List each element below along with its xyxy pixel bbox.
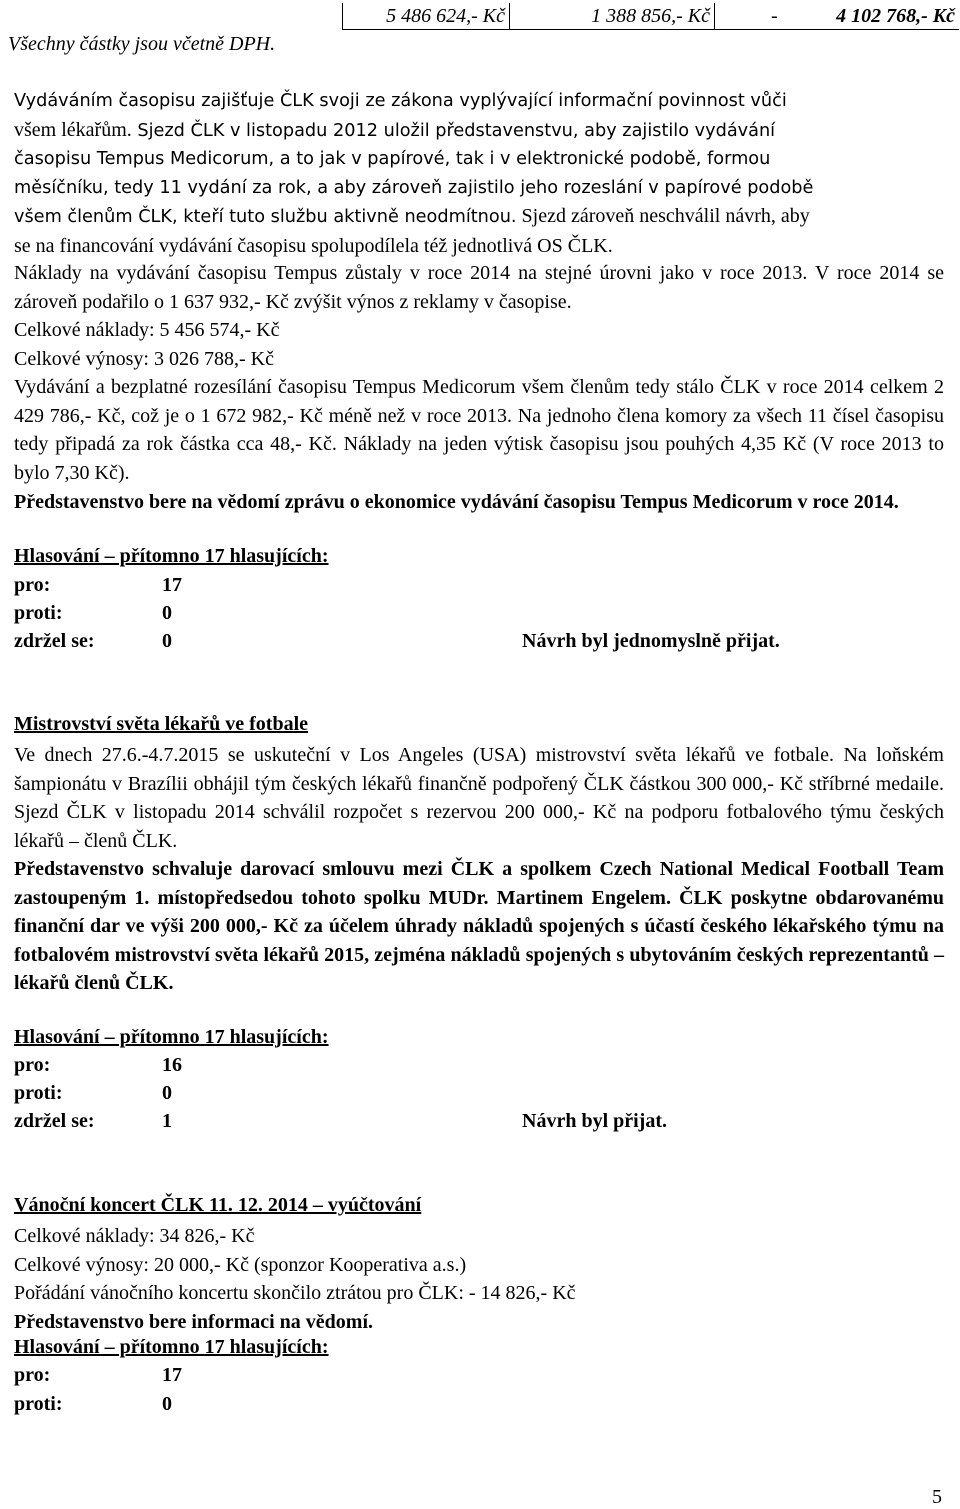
- vote-label: zdržel se:: [14, 1110, 95, 1132]
- tempus-intro: [14, 87, 944, 260]
- table-cell: [510, 3, 715, 30]
- text-line: [14, 202, 944, 232]
- vote-count: 0: [162, 1082, 172, 1104]
- text-fragment: Sjezd ČLK v listopadu 2012 uložil představenstvu, aby zajistilo vydávání: [131, 120, 776, 141]
- vote-proti: [14, 1393, 172, 1416]
- vote-label: pro:: [14, 1364, 51, 1386]
- vote-proti: [14, 602, 172, 625]
- vote-label: proti:: [14, 602, 63, 624]
- cell-value: 4 102 768,- Kč: [836, 4, 955, 27]
- text-line: Vydáváním časopisu zajišťuje ČLK svoji ze zákona vyplývající informační povinnost vůči: [14, 91, 787, 111]
- vote-pro: [14, 1054, 182, 1077]
- text-fragment: všem členům ČLK, kteří tuto službu aktivně neodmítnou.: [14, 207, 517, 227]
- tempus-summary-paragraph: Vydávání a bezplatné rozesílání časopisu Tempus Medicorum všem členům tedy stálo ČLK v roce 2014 celkem 2 429 786,- Kč, což je o 1 672 982,- Kč méně než v roce 2013. Na jednoho člena komory za všech 11 čísel časopisu tedy připadá za rok částka cca 48,- Kč. Náklady na jeden výtisk časopisu jsou pouhých 4,35 Kč (V roce 2013 to bylo 7,30 Kč).: [14, 376, 944, 484]
- football-paragraph: Ve dnech 27.6.-4.7.2015 se uskuteční v Los Angeles (USA) mistrovství světa lékařů ve fotbale. Na loňském šampionátu v Brazílii obhájil tým českých lékařů finančně podpořený ČLK částkou 300 000,- Kč stříbrné medaile. Sjezd ČLK v listopadu 2014 schválil rozpočet s rezervou 200 000,- Kč na podporu fotbalového týmu českých lékařů – členů ČLK.: [14, 744, 944, 852]
- vote-count: 0: [162, 630, 172, 652]
- vote-label: pro:: [14, 574, 51, 596]
- tempus-resolution: Představenstvo bere na vědomí zprávu o ekonomice vydávání časopisu Tempus Medicorum v roce 2014.: [14, 491, 899, 513]
- text-fragment: všem lékařům.: [14, 118, 132, 141]
- table-cell: [343, 3, 510, 30]
- concert-resolution: Představenstvo bere informaci na vědomí.: [14, 1311, 374, 1333]
- vote-count: 16: [162, 1054, 182, 1076]
- vote-header: Hlasování – přítomno 17 hlasujících:: [14, 545, 329, 567]
- vote-count: 0: [162, 602, 172, 624]
- vote-header: Hlasování – přítomno 17 hlasujících:: [14, 1026, 329, 1048]
- tempus-total-revenue: Celkové výnosy: 3 026 788,- Kč: [14, 348, 274, 370]
- vote-label: proti:: [14, 1393, 63, 1415]
- vote-zdrzel: [14, 1110, 172, 1133]
- vote-proti: [14, 1082, 172, 1105]
- vote-header: Hlasování – přítomno 17 hlasujících:: [14, 1336, 329, 1358]
- section-heading-football: Mistrovství světa lékařů ve fotbale: [14, 713, 309, 735]
- vote-zdrzel: [14, 630, 172, 653]
- vote-count: 17: [162, 574, 182, 596]
- football-resolution: Představenstvo schvaluje darovací smlouvu mezi ČLK a spolkem Czech National Medical Football Team zastoupeným 1. místopředsedou tohoto spolku MUDr. Martinem Engelem. ČLK poskytne obdarovanému finanční dar ve výši 200 000,- Kč za účelem úhrady nákladů spojených s účastí českého lékařského týmu na fotbalovém mistrovství světa lékařů 2015, zejména nákladů spojených s ubytováním českých reprezentantů – lékařů členů ČLK.: [14, 858, 944, 994]
- text-line: [14, 116, 944, 146]
- vote-count: 17: [162, 1364, 182, 1386]
- vat-note: Všechny částky jsou včetně DPH.: [8, 33, 276, 55]
- vote-label: pro:: [14, 1054, 51, 1076]
- section-heading-concert: Vánoční koncert ČLK 11. 12. 2014 – vyúčtování: [14, 1194, 422, 1216]
- vote-result: Návrh byl jednomyslně přijat.: [522, 630, 780, 652]
- summary-table: [342, 3, 959, 30]
- table-cell: [715, 3, 960, 30]
- concert-revenue: Celkové výnosy: 20 000,- Kč (sponzor Kooperativa a.s.): [14, 1254, 467, 1276]
- vote-label: proti:: [14, 1082, 63, 1104]
- text-line: měsíčníku, tedy 11 vydání za rok, a aby zároveň zajistilo jeho rozeslání v papírové podobě: [14, 177, 814, 198]
- concert-loss: Pořádání vánočního koncertu skončilo ztrátou pro ČLK: - 14 826,- Kč: [14, 1282, 576, 1304]
- table-row: [343, 3, 960, 30]
- minus-sign: -: [771, 4, 778, 27]
- vote-count: 0: [162, 1393, 172, 1415]
- text-line: se na financování vydávání časopisu spolupodílela též jednotlivá OS ČLK.: [14, 234, 613, 257]
- vote-label: zdržel se:: [14, 630, 95, 652]
- concert-costs: Celkové náklady: 34 826,- Kč: [14, 1225, 255, 1247]
- vote-result: Návrh byl přijat.: [522, 1110, 667, 1132]
- vote-pro: [14, 1364, 182, 1387]
- cell-value: 1 388 856,- Kč: [591, 4, 710, 27]
- text-fragment: Sjezd zároveň neschválil návrh, aby: [516, 205, 810, 227]
- text-line: časopisu Tempus Medicorum, a to jak v papírové, tak i v elektronické podobě, formou: [14, 149, 771, 169]
- tempus-costs-paragraph: Náklady na vydávání časopisu Tempus zůstaly v roce 2014 na stejné úrovni jako v roce 2013. V roce 2014 se zároveň podařilo o 1 637 932,- Kč zvýšit výnos z reklamy v časopise.: [14, 262, 944, 313]
- tempus-total-costs: Celkové náklady: 5 456 574,- Kč: [14, 319, 280, 341]
- vote-pro: [14, 574, 182, 597]
- page-number: 5: [932, 1486, 942, 1508]
- vote-count: 1: [162, 1110, 172, 1132]
- cell-value: 5 486 624,- Kč: [386, 4, 505, 27]
